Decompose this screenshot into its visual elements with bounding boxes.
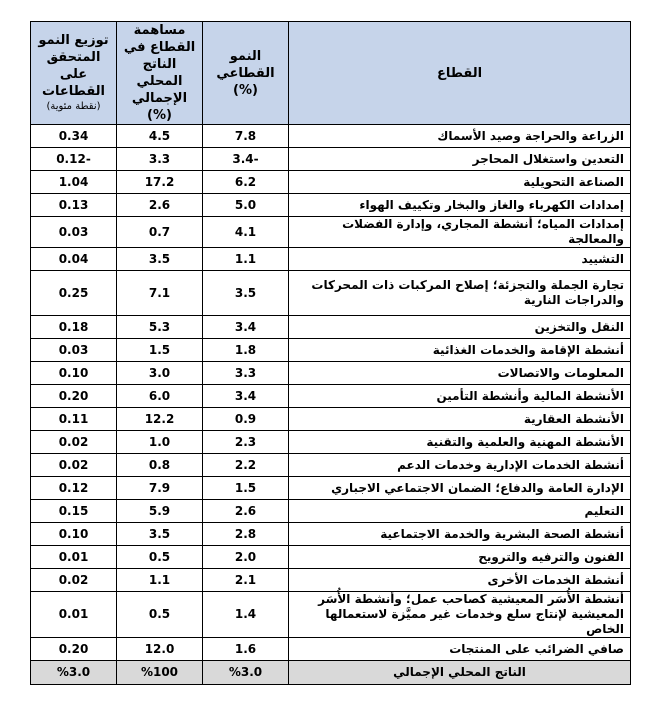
row-distribution: 0.03 [31, 339, 117, 362]
row-growth: 3.4 [203, 316, 289, 339]
row-sector: التعدين واستغلال المحاجر [289, 148, 631, 171]
row-contribution: 1.0 [117, 431, 203, 454]
row-contribution: 1.5 [117, 339, 203, 362]
table-row [31, 271, 631, 316]
table-row [31, 217, 631, 248]
row-distribution: 0.25 [31, 271, 117, 316]
row-sector: أنشطة الصحة البشرية والخدمة الاجتماعية [289, 523, 631, 546]
row-contribution: 7.9 [117, 477, 203, 500]
table-row [31, 316, 631, 339]
row-distribution: 0.20 [31, 638, 117, 661]
table-row [31, 339, 631, 362]
total-row [31, 661, 631, 685]
row-sector: الإدارة العامة والدفاع؛ الضمان الاجتماعي الاجباري [289, 477, 631, 500]
row-growth: 3.3 [203, 362, 289, 385]
row-sector: المعلومات والاتصالات [289, 362, 631, 385]
row-distribution: 0.13 [31, 194, 117, 217]
header-contribution: مساهمة القطاع في الناتج المحلي الإجمالي (%) [117, 22, 203, 125]
row-contribution: 0.8 [117, 454, 203, 477]
row-sector: أنشطة الخدمات الإدارية وخدمات الدعم [289, 454, 631, 477]
table-row [31, 248, 631, 271]
table-row [31, 171, 631, 194]
row-contribution: 2.6 [117, 194, 203, 217]
row-sector: إمدادات المياه؛ أنشطة المجاري، وإدارة الفضلات والمعالجة [289, 217, 631, 248]
table-header [31, 22, 631, 125]
row-growth: 2.1 [203, 569, 289, 592]
row-growth: 6.2 [203, 171, 289, 194]
row-distribution: 0.01 [31, 546, 117, 569]
row-growth: 2.6 [203, 500, 289, 523]
table-row [31, 194, 631, 217]
row-contribution: 3.5 [117, 248, 203, 271]
total-distribution: %3.0 [31, 661, 117, 685]
row-growth: 2.0 [203, 546, 289, 569]
table-row [31, 362, 631, 385]
row-growth: 1.1 [203, 248, 289, 271]
row-growth: 1.5 [203, 477, 289, 500]
row-growth: 2.3 [203, 431, 289, 454]
row-contribution: 3.3 [117, 148, 203, 171]
table-row [31, 477, 631, 500]
row-contribution: 12.2 [117, 408, 203, 431]
row-sector: إمدادات الكهرباء والغاز والبخار وتكييف الهواء [289, 194, 631, 217]
row-distribution: 0.18 [31, 316, 117, 339]
table-row [31, 125, 631, 148]
row-contribution: 5.9 [117, 500, 203, 523]
row-growth: -3.4 [203, 148, 289, 171]
table-row [31, 546, 631, 569]
table-row [31, 454, 631, 477]
row-contribution: 6.0 [117, 385, 203, 408]
row-growth: 0.9 [203, 408, 289, 431]
table-row [31, 408, 631, 431]
row-distribution: 0.02 [31, 569, 117, 592]
row-growth: 5.0 [203, 194, 289, 217]
row-sector: التشييد [289, 248, 631, 271]
row-contribution: 5.3 [117, 316, 203, 339]
row-contribution: 3.0 [117, 362, 203, 385]
row-distribution: 0.04 [31, 248, 117, 271]
row-growth: 2.2 [203, 454, 289, 477]
row-sector: الصناعة التحويلية [289, 171, 631, 194]
table-row [31, 148, 631, 171]
table-row [31, 523, 631, 546]
row-distribution: 0.01 [31, 592, 117, 638]
row-sector: تجارة الجملة والتجزئة؛ إصلاح المركبات ذات المحركات والدراجات النارية [289, 271, 631, 316]
row-distribution: 0.03 [31, 217, 117, 248]
table-row [31, 385, 631, 408]
header-growth: النمو القطاعي (%) [203, 22, 289, 125]
table-row [31, 500, 631, 523]
row-distribution: -0.12 [31, 148, 117, 171]
row-contribution: 3.5 [117, 523, 203, 546]
row-growth: 1.8 [203, 339, 289, 362]
row-growth: 2.8 [203, 523, 289, 546]
sector-growth-table [30, 21, 631, 685]
row-sector: الأنشطة المهنية والعلمية والتقنية [289, 431, 631, 454]
total-sector: الناتج المحلي الإجمالي [289, 661, 631, 685]
row-distribution: 0.34 [31, 125, 117, 148]
row-sector: التعليم [289, 500, 631, 523]
row-sector: الفنون والترفيه والترويح [289, 546, 631, 569]
row-distribution: 1.04 [31, 171, 117, 194]
row-contribution: 12.0 [117, 638, 203, 661]
row-growth: 3.4 [203, 385, 289, 408]
row-growth: 3.5 [203, 271, 289, 316]
table-row [31, 638, 631, 661]
row-contribution: 0.5 [117, 546, 203, 569]
row-contribution: 1.1 [117, 569, 203, 592]
header-distribution-unit: (نقطة مئوية) [46, 101, 101, 112]
header-distribution-title: توزيع النمو المتحقق على القطاعات [38, 33, 109, 99]
row-growth: 4.1 [203, 217, 289, 248]
row-distribution: 0.02 [31, 431, 117, 454]
row-sector: أنشطة الأُسَر المعيشية كصاحب عمل؛ وأنشطة الأُسَر المعيشية لإنتاج سلع وخدمات غير مميَّزة لاستعمالها الخاص [289, 592, 631, 638]
row-distribution: 0.10 [31, 362, 117, 385]
row-sector: أنشطة الإقامة والخدمات الغذائية [289, 339, 631, 362]
row-contribution: 0.5 [117, 592, 203, 638]
row-distribution: 0.12 [31, 477, 117, 500]
row-sector: الأنشطة العقارية [289, 408, 631, 431]
header-distribution [31, 22, 117, 125]
row-growth: 1.6 [203, 638, 289, 661]
row-distribution: 0.10 [31, 523, 117, 546]
total-contribution: %100 [117, 661, 203, 685]
row-distribution: 0.20 [31, 385, 117, 408]
table-row [31, 569, 631, 592]
row-contribution: 4.5 [117, 125, 203, 148]
table-row [31, 431, 631, 454]
row-distribution: 0.02 [31, 454, 117, 477]
row-distribution: 0.15 [31, 500, 117, 523]
row-sector: الأنشطة المالية وأنشطة التأمين [289, 385, 631, 408]
row-sector: أنشطة الخدمات الأخرى [289, 569, 631, 592]
row-distribution: 0.11 [31, 408, 117, 431]
row-sector: الزراعة والحراجة وصيد الأسماك [289, 125, 631, 148]
row-contribution: 17.2 [117, 171, 203, 194]
row-growth: 7.8 [203, 125, 289, 148]
row-contribution: 7.1 [117, 271, 203, 316]
row-contribution: 0.7 [117, 217, 203, 248]
row-growth: 1.4 [203, 592, 289, 638]
table-body [31, 125, 631, 685]
total-growth: %3.0 [203, 661, 289, 685]
table-row [31, 592, 631, 638]
row-sector: النقل والتخزين [289, 316, 631, 339]
header-sector: القطاع [289, 22, 631, 125]
row-sector: صافي الضرائب على المنتجات [289, 638, 631, 661]
